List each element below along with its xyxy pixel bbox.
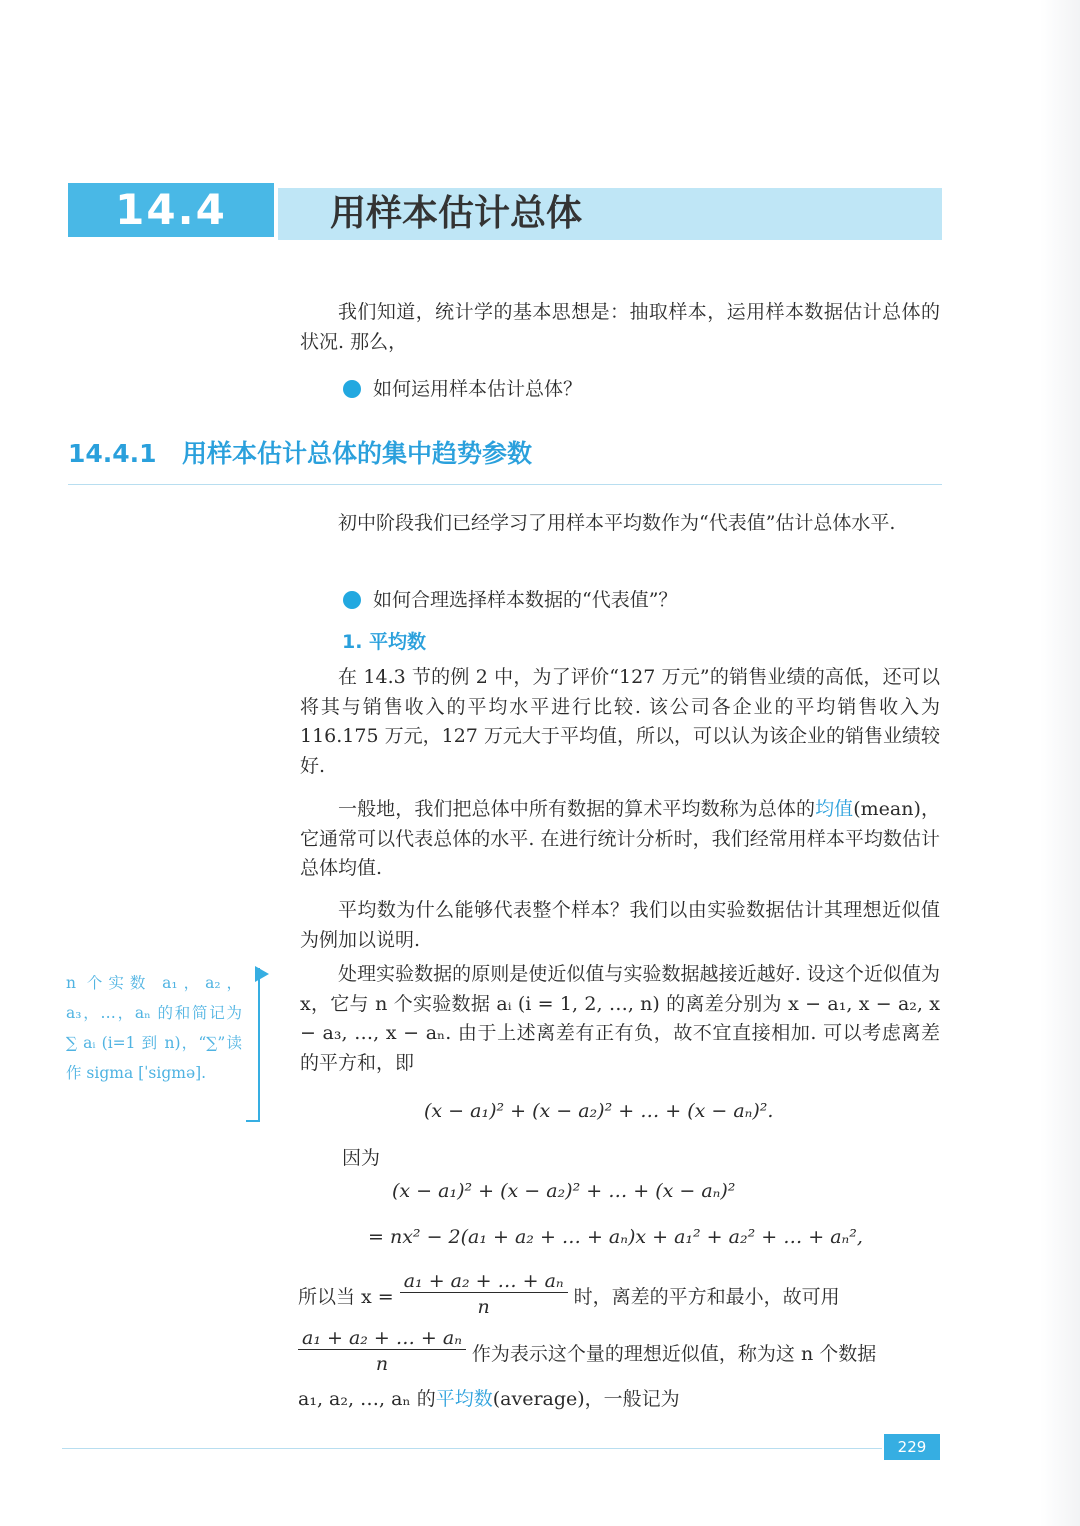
intro-question-text: 如何运用样本估计总体？	[373, 378, 583, 400]
footer-rule	[62, 1448, 882, 1449]
because-label: 因为	[342, 1147, 381, 1169]
mean-text-before: 一般地，我们把总体中所有数据的算术平均数称为总体的	[338, 798, 816, 820]
section-question-text: 如何合理选择样本数据的“代表值”？	[373, 589, 678, 611]
chapter-title-bar	[278, 188, 942, 240]
bullet-dot-icon	[343, 380, 361, 398]
paragraph-why-average: 平均数为什么能够代表整个样本？我们以由实验数据估计其理想近似值为例加以说明.	[300, 899, 940, 951]
page-gutter-shade	[1040, 0, 1080, 1526]
chapter-number-badge: 14.4	[68, 183, 274, 237]
formula-expansion-lhs: (x − a₁)² + (x − a₂)² + … + (x − aₙ)²	[392, 1180, 736, 1202]
fraction-denominator: n	[477, 1296, 490, 1318]
so-when-text: 所以当 x =	[298, 1286, 394, 1308]
chapter-title: 用样本估计总体	[330, 193, 583, 234]
paragraph-deviation: 处理实验数据的原则是使近似值与实验数据越接近越好. 设这个近似值为 x，它与 n 个实验数据 aᵢ (i = 1, 2, …, n) 的离差分别为 x − a₁, x − a₂, x − a₃, …, x − aₙ. 由于上述离差有正有负，故不宜直接相加. 可以考虑离差的平方和，即	[300, 963, 940, 1074]
average-text-before: a₁, a₂, …, aₙ 的	[298, 1388, 436, 1410]
ideal-text: 作为表示这个量的理想近似值，称为这 n 个数据	[471, 1343, 877, 1365]
average-definition-row	[298, 1384, 680, 1411]
subsection-title: 1. 平均数	[342, 631, 427, 653]
fraction-numerator: a₁ + a₂ + … + aₙ	[400, 1270, 568, 1293]
min-text: 时，离差的平方和最小，故可用	[573, 1286, 840, 1308]
section-heading	[68, 438, 942, 485]
fraction-numerator: a₁ + a₂ + … + aₙ	[298, 1327, 466, 1350]
average-fraction	[298, 1327, 466, 1378]
paragraph-mean-definition	[300, 795, 940, 884]
keyword-mean: 均值	[815, 798, 854, 820]
bullet-dot-icon	[343, 591, 361, 609]
ideal-value-row	[298, 1327, 876, 1378]
minimum-condition-row	[298, 1270, 840, 1321]
formula-sum-of-squares: (x − a₁)² + (x − a₂)² + … + (x − aₙ)².	[424, 1100, 774, 1122]
section-title: 用样本估计总体的集中趋势参数	[182, 439, 533, 468]
note-bracket	[244, 968, 260, 1122]
paragraph-sales-example: 在 14.3 节的例 2 中，为了评价“127 万元”的销售业绩的高低，还可以将其与销售收入的平均水平进行比较. 该公司各企业的平均销售收入为 116.175 万元，127 万元大于平均值，所以，可以认为该企业的销售业绩较好.	[300, 666, 940, 777]
mean-text-after: (mean)，它通常可以代表总体的水平. 在进行统计分析时，我们经常用样本平均数估计总体均值.	[300, 798, 940, 879]
formula-expansion-rhs: = nx² − 2(a₁ + a₂ + … + aₙ)x + a₁² + a₂² + … + aₙ²,	[368, 1226, 863, 1248]
keyword-average: 平均数	[435, 1388, 493, 1410]
section-intro-paragraph: 初中阶段我们已经学习了用样本平均数作为“代表值”估计总体水平.	[338, 512, 896, 534]
section-number: 14.4.1	[68, 439, 157, 468]
average-fraction	[400, 1270, 568, 1321]
average-text-after: (average)，一般记为	[492, 1388, 680, 1410]
intro-question	[343, 375, 582, 403]
margin-note-sigma: n 个实数 a₁，a₂，a₃，…，aₙ 的和简记为 ∑ aᵢ (i=1 到 n)，“∑”读作 sigma [ˈsigmə].	[66, 974, 242, 1082]
intro-paragraph: 我们知道，统计学的基本思想是：抽取样本，运用样本数据估计总体的状况. 那么，	[300, 301, 940, 353]
section-question	[343, 586, 677, 614]
fraction-denominator: n	[375, 1353, 389, 1375]
page-number: 229	[884, 1434, 940, 1460]
